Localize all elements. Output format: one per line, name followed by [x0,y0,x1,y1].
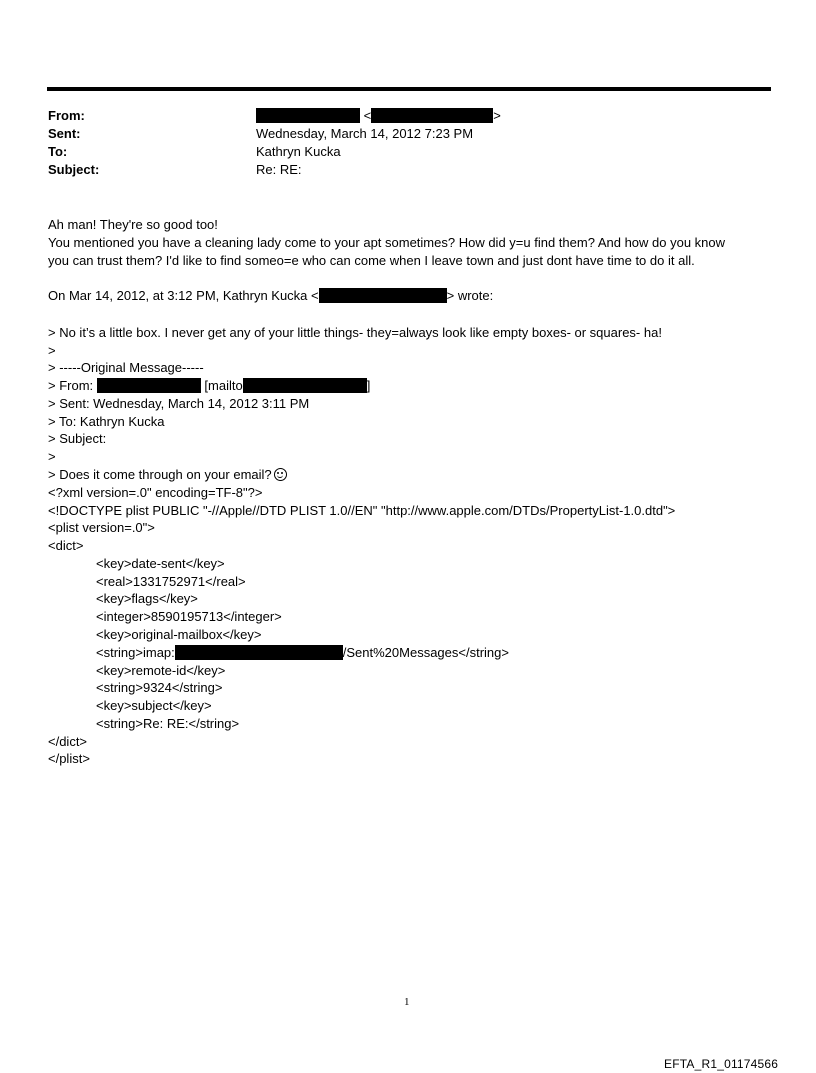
page-number: 1 [404,996,410,1008]
sent-value: Wednesday, March 14, 2012 7:23 PM [256,126,474,141]
document-id: EFTA_R1_01174566 [664,1057,779,1071]
xml-line: <key>flags</key> [96,591,198,606]
quote-line: > No it’s a little box. I never get any of your little things- they=always look like empty boxes- or squares- ha! [48,325,662,340]
quote-line: > Sent: Wednesday, March 14, 2012 3:11 PM [48,396,310,411]
body-line: you can trust them? I'd like to find someo=e who can come when I leave town and just dont have time to do it all. [48,253,695,268]
redaction-bar [371,108,493,123]
xml-line: </dict> [48,734,88,749]
xml-line: <!DOCTYPE plist PUBLIC "-//Apple//DTD PLIST 1.0//EN" "http://www.apple.com/DTDs/PropertyList-1.0.dtd"> [48,503,676,518]
quote-from-line: > From: [mailto ] [48,378,371,393]
xml-line: <dict> [48,538,84,553]
xml-line: <key>date-sent</key> [96,556,225,571]
sent-label: Sent: [48,126,81,141]
header-rule [47,87,771,91]
xml-line: <real>1331752971</real> [96,574,246,589]
from-label: From: [48,108,85,123]
xml-line: <plist version=.0"> [48,520,155,535]
redaction-bar [243,378,367,393]
xml-line: </plist> [48,751,90,766]
quote-intro: On Mar 14, 2012, at 3:12 PM, Kathryn Kucka < > wrote: [48,288,494,303]
xml-line: <key>subject</key> [96,698,212,713]
body-line: Ah man! They're so good too! [48,217,218,232]
from-value: < > [256,107,501,125]
quote-line: > Does it come through on your email? [48,466,287,484]
quote-line: > To: Kathryn Kucka [48,414,165,429]
xml-line: <key>original-mailbox</key> [96,627,262,642]
xml-line: <string>imap: /Sent%20Messages</string> [96,645,509,660]
to-label: To: [48,144,68,159]
redaction-bar [97,378,201,393]
subject-label: Subject: [48,162,100,177]
xml-line: <?xml version=.0" encoding=TF-8"?> [48,485,263,500]
redaction-bar [175,645,343,660]
subject-value: Re: RE: [256,162,302,177]
body-line: You mentioned you have a cleaning lady come to your apt sometimes? How did y=u find them? And how do you know [48,235,726,250]
quote-line: > -----Original Message----- [48,360,204,375]
xml-line: <key>remote-id</key> [96,663,226,678]
quote-line: > [48,343,56,358]
quote-line: > [48,449,56,464]
smiley-icon [274,468,287,481]
xml-line: <string>9324</string> [96,680,223,695]
to-value: Kathryn Kucka [256,144,341,159]
redaction-bar [319,288,447,303]
xml-line: <string>Re: RE:</string> [96,716,240,731]
xml-line: <integer>8590195713</integer> [96,609,282,624]
redaction-bar [256,108,360,123]
quote-line: > Subject: [48,431,107,446]
